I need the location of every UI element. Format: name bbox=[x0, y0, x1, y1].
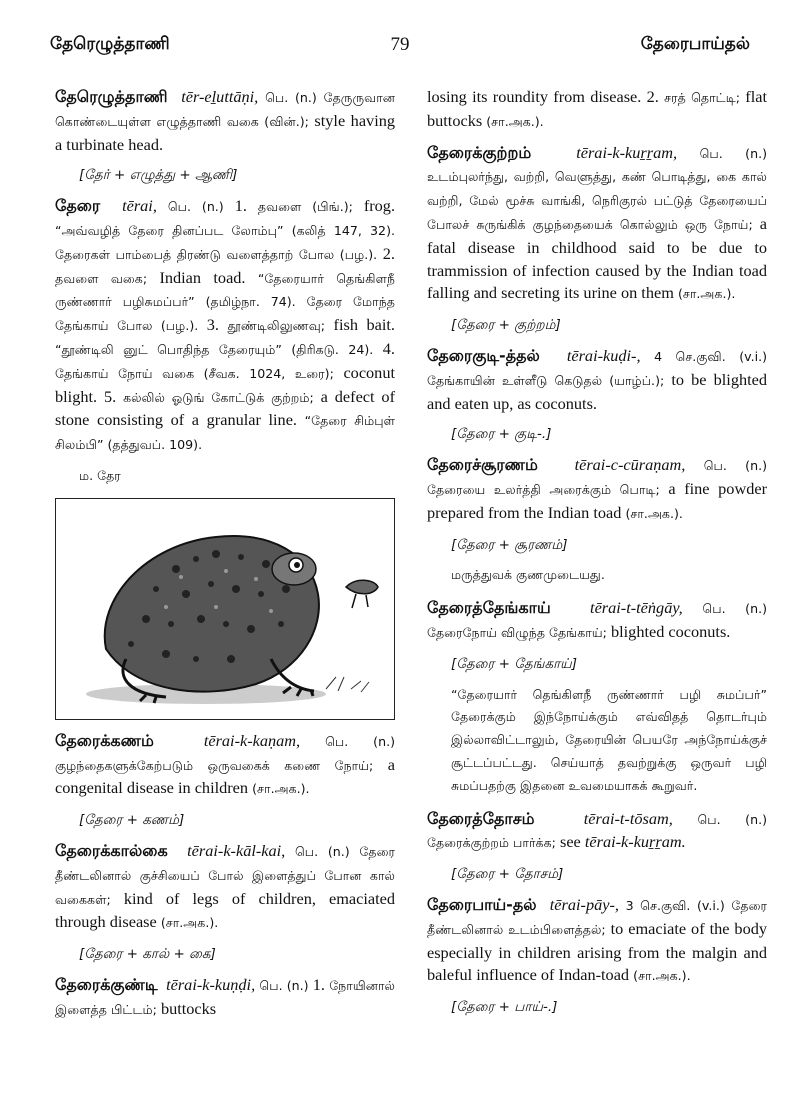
english-definition: style having a turbinate head. bbox=[55, 110, 395, 154]
cross-reference: tērai-k-kuṟṟam. bbox=[584, 832, 686, 852]
see-label: see bbox=[560, 832, 581, 852]
entry-terai-pay bbox=[427, 894, 767, 988]
headword: தேரைபாய்-தல் bbox=[427, 894, 537, 914]
transliteration: tērai-k-kuṟṟam, bbox=[576, 142, 678, 162]
english-definition: a fine powder prepared from the Indian toad bbox=[427, 478, 767, 522]
source-abbrev: (சா.அக.). bbox=[160, 915, 219, 931]
part-of-speech: பெ. (n.) bbox=[697, 811, 767, 827]
part-of-speech: பெ. (n.) bbox=[702, 601, 767, 617]
entry-ter-eluttani bbox=[55, 86, 395, 156]
etymology: [தேரை + தேங்காய்] bbox=[451, 655, 578, 672]
transliteration: tērai-t-tōsam, bbox=[583, 808, 673, 828]
headword: தேரைக்கணம் bbox=[55, 730, 154, 750]
quotation: “அவ்வழித் தேரை தினப்பட லோம்பு” (கலித் 147, 32). bbox=[55, 222, 395, 238]
sense-number: 2. bbox=[646, 87, 659, 106]
etymology: [தேரை + கணம்] bbox=[79, 812, 185, 829]
tamil-definition: சரத் தொட்டி; bbox=[664, 90, 740, 105]
english-definition: fish bait. bbox=[333, 315, 395, 335]
transliteration: tērai-k-kāl-kai, bbox=[187, 840, 286, 860]
part-of-speech: பெ. (n.) bbox=[325, 733, 395, 749]
source-abbrev: (சா.அக.). bbox=[486, 113, 544, 129]
page-header bbox=[50, 34, 750, 64]
part-of-speech: பெ. (n.) bbox=[295, 843, 350, 859]
entry-terai-t-tengay bbox=[427, 597, 767, 645]
headword: தேரெழுத்தாணி bbox=[55, 87, 168, 106]
entry-terai-k-kundi bbox=[55, 974, 395, 1022]
tamil-definition: தேரையை உலர்த்தி அரைக்கும் பொடி; bbox=[427, 481, 660, 497]
sense-number: 1. bbox=[312, 974, 325, 994]
tamil-definition: தேரைநோய் விழுந்த தேங்காய்; bbox=[427, 624, 607, 640]
english-definition: blighted coconuts. bbox=[610, 621, 731, 641]
left-column bbox=[55, 86, 395, 1030]
tamil-definition: தேரை தீண்டலினால் குச்சியைப் போல் இளைத்துப் போன கால் வகைகள்; bbox=[55, 843, 395, 907]
transliteration: tērai, bbox=[122, 196, 157, 216]
transliteration: tērai-kuḍi-, bbox=[566, 345, 641, 365]
etymology: [தேரை + கால் + கை] bbox=[79, 946, 216, 963]
tamil-definition: தேரைகள் பாம்பைத் திரண்டு வளைத்தாற் போல (பழ.). bbox=[55, 246, 378, 262]
tamil-definition: தவளை (பிங்.); bbox=[257, 199, 353, 215]
tamil-definition: தேரைக்குற்றம் பார்க்க; bbox=[427, 835, 556, 851]
header-left-guideword: தேரெழுத்தாணி bbox=[50, 34, 170, 54]
part-of-speech: பெ. (n.) bbox=[699, 145, 767, 161]
tamil-definition: தவளை வகை; bbox=[55, 270, 148, 286]
part-of-speech: பெ. (n.) bbox=[703, 458, 767, 474]
sense-number: 1. bbox=[234, 196, 247, 216]
tamil-definition: தேரை தீண்டலினால் உடம்பிளைத்தல்; bbox=[427, 897, 767, 937]
tamil-definition: தேருருவான கொண்டையுள்ள எழுத்தாணி வகை (வின்.); bbox=[55, 90, 395, 129]
part-of-speech: 3 செ.குவி. (v.i.) bbox=[625, 897, 725, 913]
source-abbrev: (சா.அக.). bbox=[677, 286, 736, 302]
etymology: [தேர் + எழுத்து + ஆணி] bbox=[79, 167, 238, 184]
english-definition: flat buttocks bbox=[427, 87, 767, 130]
transliteration: tērai-t-tēṅgāy, bbox=[590, 598, 683, 618]
entry-terai-k-kanam bbox=[55, 730, 395, 801]
english-definition: losing its roundity from disease. bbox=[427, 87, 642, 106]
headword: தேரைத்தோசம் bbox=[427, 808, 535, 828]
part-of-speech: பெ. (n.) bbox=[259, 977, 309, 993]
tamil-definition: உடம்புலர்ந்து, வற்றி, வெளுத்து, கண் பொடித்து, கை கால் வற்றி, மேல் மூச்சு வாங்கி, நெரிகுரல் பட்டுத் தேரையைப் போலச் சுருங்கிக் குழந்தையைக் கொல்லும் ஒரு நோய்; bbox=[427, 169, 767, 232]
toad-illustration bbox=[55, 498, 395, 720]
english-definition: Indian toad. bbox=[159, 267, 246, 287]
sense-number: 4. bbox=[382, 338, 395, 358]
english-definition: a defect of stone consisting of a granular line. bbox=[55, 386, 395, 430]
etymology: [தேரை + குற்றம்] bbox=[451, 317, 561, 334]
transliteration: tērai-c-cūraṇam, bbox=[574, 455, 686, 475]
usage-note: “தேரையார் தெங்கிளநீ ருண்ணார் பழி சுமப்பர்” தேரைக்கும் இந்நோய்க்கும் எவ்விதத் தொடர்பும் இல்லாவிட்டாலும், தேரையின் பெயரே அந்நோய்க்குச் சூட்டப்பட்டது. செய்யாத் தவற்றுக்கு ஒருவர் பழி சுமப்பதற்கு இதனை உவமையாகக் கூறுவர். bbox=[451, 686, 767, 793]
entry-terai-k-kundi-continued bbox=[427, 86, 767, 134]
entry-terai-k-kurram bbox=[427, 142, 767, 307]
header-right-guideword: தேரைபாய்தல் bbox=[640, 34, 750, 54]
headword: தேரைக்குற்றம் bbox=[427, 142, 532, 162]
transliteration: tēr-eḻuttāṇi, bbox=[181, 87, 259, 106]
headword: தேரைச்சூரணம் bbox=[427, 455, 538, 475]
headword: தேரைகுடி-த்தல் bbox=[427, 345, 540, 365]
sense-number: 3. bbox=[206, 315, 219, 335]
source-abbrev: (சா.அக.). bbox=[633, 968, 691, 984]
tamil-definition: தேரை மோந்த தேங்காய் போல (பழ.). bbox=[55, 294, 395, 334]
part-of-speech: பெ. (n.) bbox=[167, 199, 224, 215]
cognate: ம. தேர bbox=[79, 467, 121, 483]
etymology: [தேரை + சூரணம்] bbox=[451, 536, 568, 553]
transliteration: tērai-k-kuṇḍi, bbox=[166, 974, 256, 994]
headword: தேரைக்கால்கை bbox=[55, 840, 168, 860]
english-definition: coconut blight. bbox=[55, 362, 395, 406]
page-number: 79 bbox=[390, 34, 410, 55]
tamil-definition: தேங்காயின் உள்ளீடு கெடுதல் (யாழ்ப்.); bbox=[427, 372, 665, 388]
tamil-definition: தூண்டிலிலுணவு; bbox=[227, 318, 325, 334]
tamil-definition: கல்லில் ஓடுங் கோட்டுக் குற்றம்; bbox=[123, 389, 314, 405]
part-of-speech: பெ. (n.) bbox=[265, 90, 317, 105]
english-definition: a congenital disease in children bbox=[55, 754, 395, 798]
headword: தேரை bbox=[55, 196, 101, 216]
quotation: “தூண்டிலி னுட் பொதிந்த தேரையும்” (திரிகடு. 24). bbox=[55, 341, 374, 357]
entry-terai-c-curanam bbox=[427, 454, 767, 525]
tamil-definition: தேங்காய் நோய் வகை (சீவக. 1024, உரை); bbox=[55, 365, 334, 381]
transliteration: tērai-k-kaṇam, bbox=[203, 730, 301, 750]
headword: தேரைத்தேங்காய் bbox=[427, 598, 551, 618]
sense-number: 5. bbox=[103, 386, 117, 406]
usage-note: மருத்துவக் குணமுடையது. bbox=[451, 567, 605, 583]
quotation: “தேரையார் தெங்கிளநீ ருண்ணார் பழிசுமப்பர்” (தமிழ்நா. 74). bbox=[55, 270, 395, 310]
etymology: [தேரை + குடி-.] bbox=[451, 426, 552, 443]
quotation: “தேரை சிம்புள் சிலம்பி” (தத்துவப். 109). bbox=[55, 413, 395, 453]
right-column bbox=[427, 86, 767, 1027]
source-abbrev: (சா.அக.). bbox=[252, 781, 310, 797]
english-definition: to be blighted and eaten up, as coconuts. bbox=[427, 369, 767, 413]
english-definition: frog. bbox=[363, 196, 396, 216]
english-definition: to emaciate of the body especially in children arising from the malgin and baleful influence of Indan-toad bbox=[427, 918, 767, 985]
source-abbrev: (சா.அக.). bbox=[625, 505, 683, 521]
etymology: [தேரை + பாய்-.] bbox=[451, 999, 558, 1016]
tamil-definition: குழந்தைகளுக்கேற்படும் ஒருவகைக் கணை நோய்; bbox=[55, 757, 374, 773]
entry-terai-kudi bbox=[427, 345, 767, 415]
english-definition: buttocks bbox=[160, 998, 217, 1018]
sense-number: 2. bbox=[382, 243, 395, 263]
entry-terai-k-kal-kai bbox=[55, 840, 395, 935]
headword: தேரைக்குண்டி bbox=[55, 974, 158, 994]
english-definition: kind of legs of children, emaciated through disease bbox=[55, 888, 396, 932]
etymology: [தேரை + தோசம்] bbox=[451, 866, 564, 883]
entry-terai bbox=[55, 195, 395, 457]
entry-terai-t-tosam bbox=[427, 808, 767, 856]
transliteration: tērai-pāy-, bbox=[549, 894, 619, 914]
tamil-definition: நோயினால் இளைத்த பிட்டம்; bbox=[55, 977, 396, 1017]
toad-icon bbox=[56, 499, 393, 718]
english-definition: a fatal disease in childhood said to be due to trammission of infection caused by the Indian toad falling and secreting its urine on them bbox=[427, 213, 768, 303]
part-of-speech: 4 செ.குவி. (v.i.) bbox=[654, 348, 767, 364]
